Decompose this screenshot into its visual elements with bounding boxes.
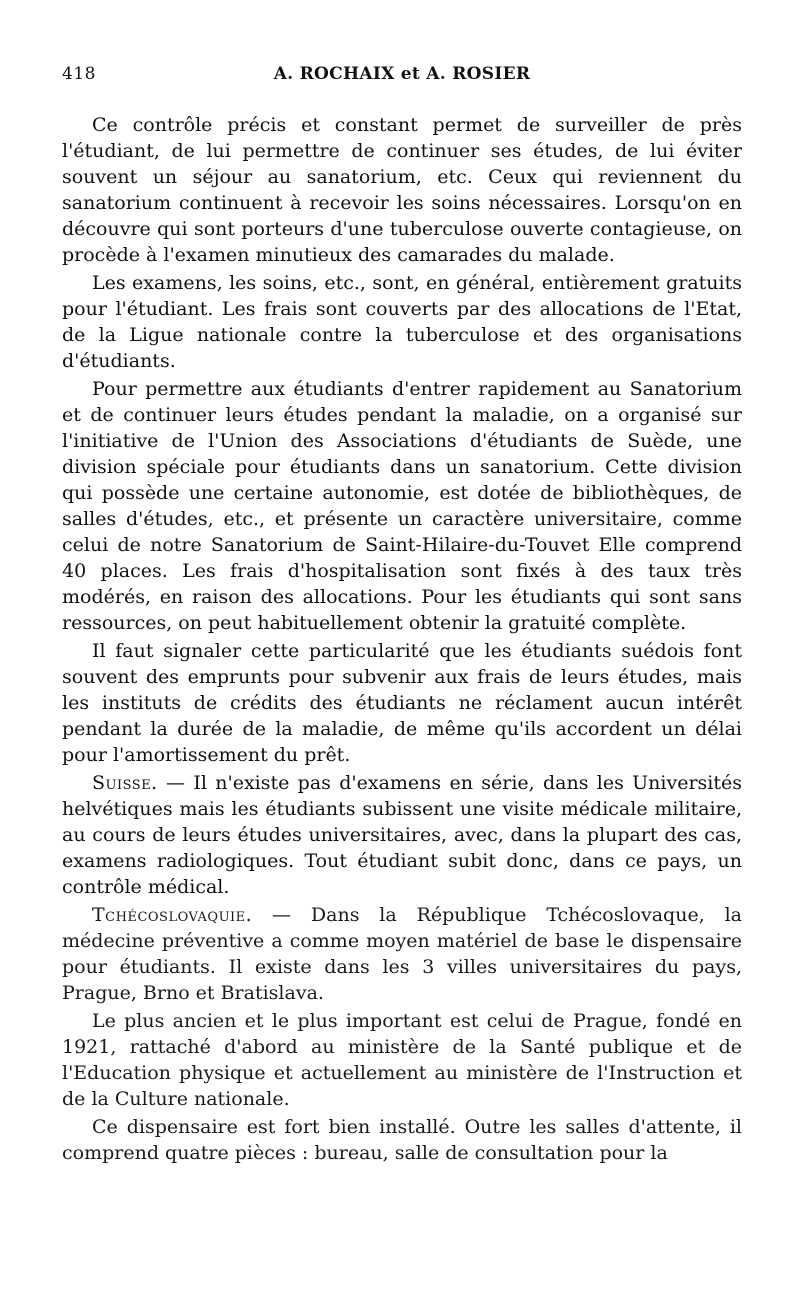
paragraph-tchecoslovaquie bbox=[62, 902, 742, 1006]
paragraph-text: Ce dispensaire est fort bien installé. Outre les salles d'attente, il comprend quatre pièces : bureau, salle de consultation pour la bbox=[62, 1116, 742, 1164]
paragraph-3 bbox=[62, 376, 742, 636]
paragraph-8 bbox=[62, 1114, 742, 1166]
paragraph-text: Pour permettre aux étudiants d'entrer rapidement au Sanatorium et de continuer leurs études pendant la maladie, on a organisé sur l'initiative de l'Union des Associations d'étudiants de Suède, une division spéciale pour étudiants dans un sanatorium. Cette division qui possède une certaine autonomie, est dotée de bibliothèques, de salles d'études, etc., et présente un caractère universitaire, comme celui de notre Sanatorium de Saint-Hilaire-du-Touvet Elle comprend 40 places. Les frais d'hospitalisation sont fixés à des taux très modérés, en raison des allocations. Pour les étudiants qui sont sans ressources, on peut habituellement obtenir la gratuité complète. bbox=[62, 378, 742, 634]
paragraph-2 bbox=[62, 270, 742, 374]
page-header bbox=[62, 64, 742, 94]
body-text bbox=[62, 112, 742, 1168]
paragraph-text: Ce contrôle précis et constant permet de surveiller de près l'étudiant, de lui permettre de continuer ses études, de lui éviter souvent un séjour au sanatorium, etc. Ceux qui reviennent du sanatorium continuent à recevoir les soins nécessaires. Lorsqu'on en découvre qui sont porteurs d'une tuberculose ouverte contagieuse, on procède à l'examen minutieux des camarades du malade. bbox=[62, 114, 742, 266]
paragraph-text: Les examens, les soins, etc., sont, en général, entièrement gratuits pour l'étudiant. Les frais sont couverts par des allocations de l'Etat, de la Ligue nationale contre la tuberculose et des organisations d'étudiants. bbox=[62, 272, 742, 372]
paragraph-text: Le plus ancien et le plus important est celui de Prague, fondé en 1921, rattaché d'abord au ministère de la Santé publique et de l'Education physique et actuellement au ministère de l'Instruction et de la Culture nationale. bbox=[62, 1010, 742, 1110]
paragraph-text: — Dans la République Tchécoslovaque, la médecine préventive a comme moyen matériel de base le dispensaire pour étudiants. Il existe dans les 3 villes universitaires du pays, Prague, Brno et Bratislava. bbox=[62, 904, 742, 1004]
paragraph-text: Il faut signaler cette particularité que les étudiants suédois font souvent des emprunts pour subvenir aux frais de leurs études, mais les instituts de crédits des étudiants ne réclament aucun intérêt pendant la durée de la maladie, de même qu'ils accordent un délai pour l'amortissement du prêt. bbox=[62, 640, 742, 766]
country-heading-suisse: Suisse. bbox=[92, 772, 158, 794]
running-head: A. ROCHAIX et A. ROSIER bbox=[273, 64, 531, 84]
paragraph-suisse bbox=[62, 770, 742, 900]
paragraph-text: — Il n'existe pas d'examens en série, dans les Universités helvétiques mais les étudiants subissent une visite médicale militaire, au cours de leurs études universitaires, avec, dans la plupart des cas, examens radiologiques. Tout étudiant subit donc, dans ce pays, un contrôle médical. bbox=[62, 772, 742, 898]
paragraph-4 bbox=[62, 638, 742, 768]
paragraph-7 bbox=[62, 1008, 742, 1112]
paragraph-1 bbox=[62, 112, 742, 268]
country-heading-tchecoslovaquie: Tchécoslovaquie. bbox=[92, 904, 253, 926]
page-number: 418 bbox=[62, 64, 96, 84]
